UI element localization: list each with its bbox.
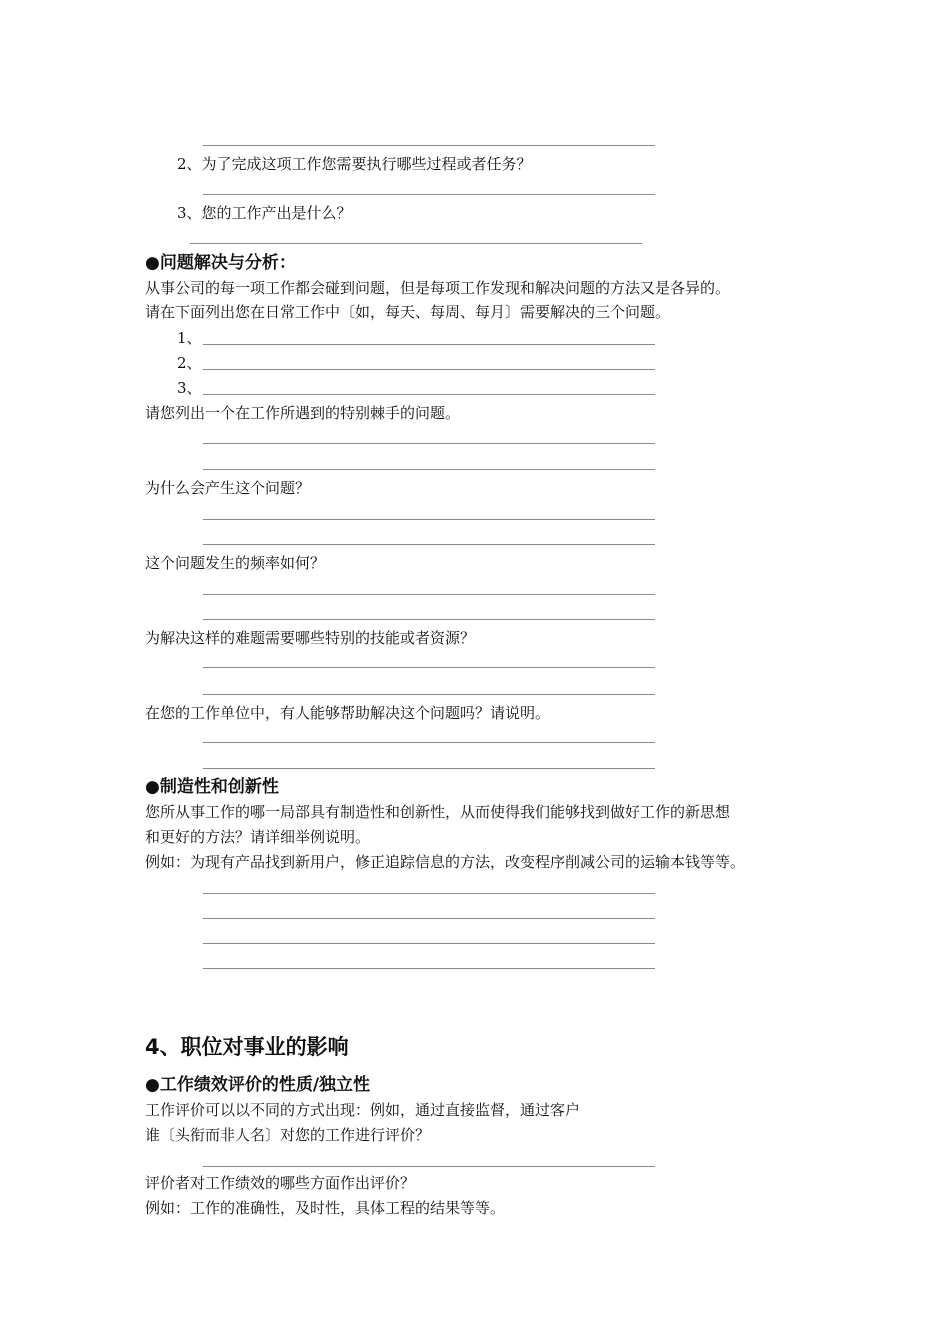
- list-item-number: 2、: [177, 354, 202, 372]
- answer-line[interactable]: [203, 918, 655, 919]
- answer-line[interactable]: [203, 619, 655, 620]
- question-help: 在您的工作单位中，有人能够帮助解决这个问题吗？请说明。: [145, 704, 551, 722]
- answer-line[interactable]: [203, 344, 655, 345]
- answer-line[interactable]: [203, 369, 655, 370]
- answer-line[interactable]: [203, 443, 655, 444]
- section-heading-career: 4、职位对事业的影响: [145, 1035, 349, 1059]
- list-item-number: 1、: [177, 329, 202, 347]
- answer-line[interactable]: [203, 1166, 655, 1167]
- evaluation-text-4: 例如：工作的准确性，及时性，具体工程的结果等等。: [145, 1199, 506, 1217]
- answer-line[interactable]: [203, 594, 655, 595]
- answer-line[interactable]: [203, 194, 655, 195]
- answer-line[interactable]: [203, 768, 655, 769]
- answer-line[interactable]: [203, 519, 655, 520]
- creativity-text-2: 和更好的方法？请详细举例说明。: [145, 828, 371, 846]
- question-frequency: 这个问题发生的频率如何？: [145, 554, 326, 572]
- answer-line[interactable]: [203, 694, 655, 695]
- creativity-text-1: 您所从事工作的哪一局部具有制造性和创新性，从而使得我们能够找到做好工作的新思想: [145, 803, 731, 821]
- list-item-number: 3、: [177, 379, 202, 397]
- answer-line[interactable]: [203, 145, 655, 146]
- section-heading-problem: ●问题解决与分析：: [145, 253, 296, 273]
- section-heading-creativity: ●制造性和创新性: [145, 777, 279, 797]
- answer-line[interactable]: [203, 742, 655, 743]
- question-why: 为什么会产生这个问题？: [145, 479, 311, 497]
- creativity-example: 例如：为现有产品找到新用户，修正追踪信息的方法，改变程序削减公司的运输本钱等等。: [145, 853, 746, 871]
- answer-line[interactable]: [203, 667, 655, 668]
- evaluation-text-3: 评价者对工作绩效的哪些方面作出评价？: [145, 1174, 416, 1192]
- answer-line[interactable]: [190, 243, 642, 244]
- answer-line[interactable]: [203, 544, 655, 545]
- question-difficult-problem: 请您列出一个在工作所遇到的特别棘手的问题。: [145, 404, 461, 422]
- sub-heading-evaluation: ●工作绩效评价的性质/独立性: [145, 1075, 371, 1095]
- problem-intro-1: 从事公司的每一项工作都会碰到问题，但是每项工作发现和解决问题的方法又是各异的。: [145, 279, 731, 297]
- question-3: 3、您的工作产出是什么？: [177, 204, 352, 222]
- answer-line[interactable]: [203, 943, 655, 944]
- answer-line[interactable]: [203, 893, 655, 894]
- answer-line[interactable]: [203, 968, 655, 969]
- answer-line[interactable]: [203, 469, 655, 470]
- question-skills: 为解决这样的难题需要哪些特别的技能或者资源？: [145, 629, 476, 647]
- evaluation-text-2: 谁〔头衔而非人名〕对您的工作进行评价？: [145, 1126, 431, 1144]
- evaluation-text-1: 工作评价可以以不同的方式出现：例如，通过直接监督，通过客户: [145, 1101, 581, 1119]
- problem-intro-2: 请在下面列出您在日常工作中〔如，每天、每周、每月〕需要解决的三个问题。: [145, 303, 671, 321]
- question-2: 2、为了完成这项工作您需要执行哪些过程或者任务？: [177, 155, 532, 173]
- answer-line[interactable]: [203, 394, 655, 395]
